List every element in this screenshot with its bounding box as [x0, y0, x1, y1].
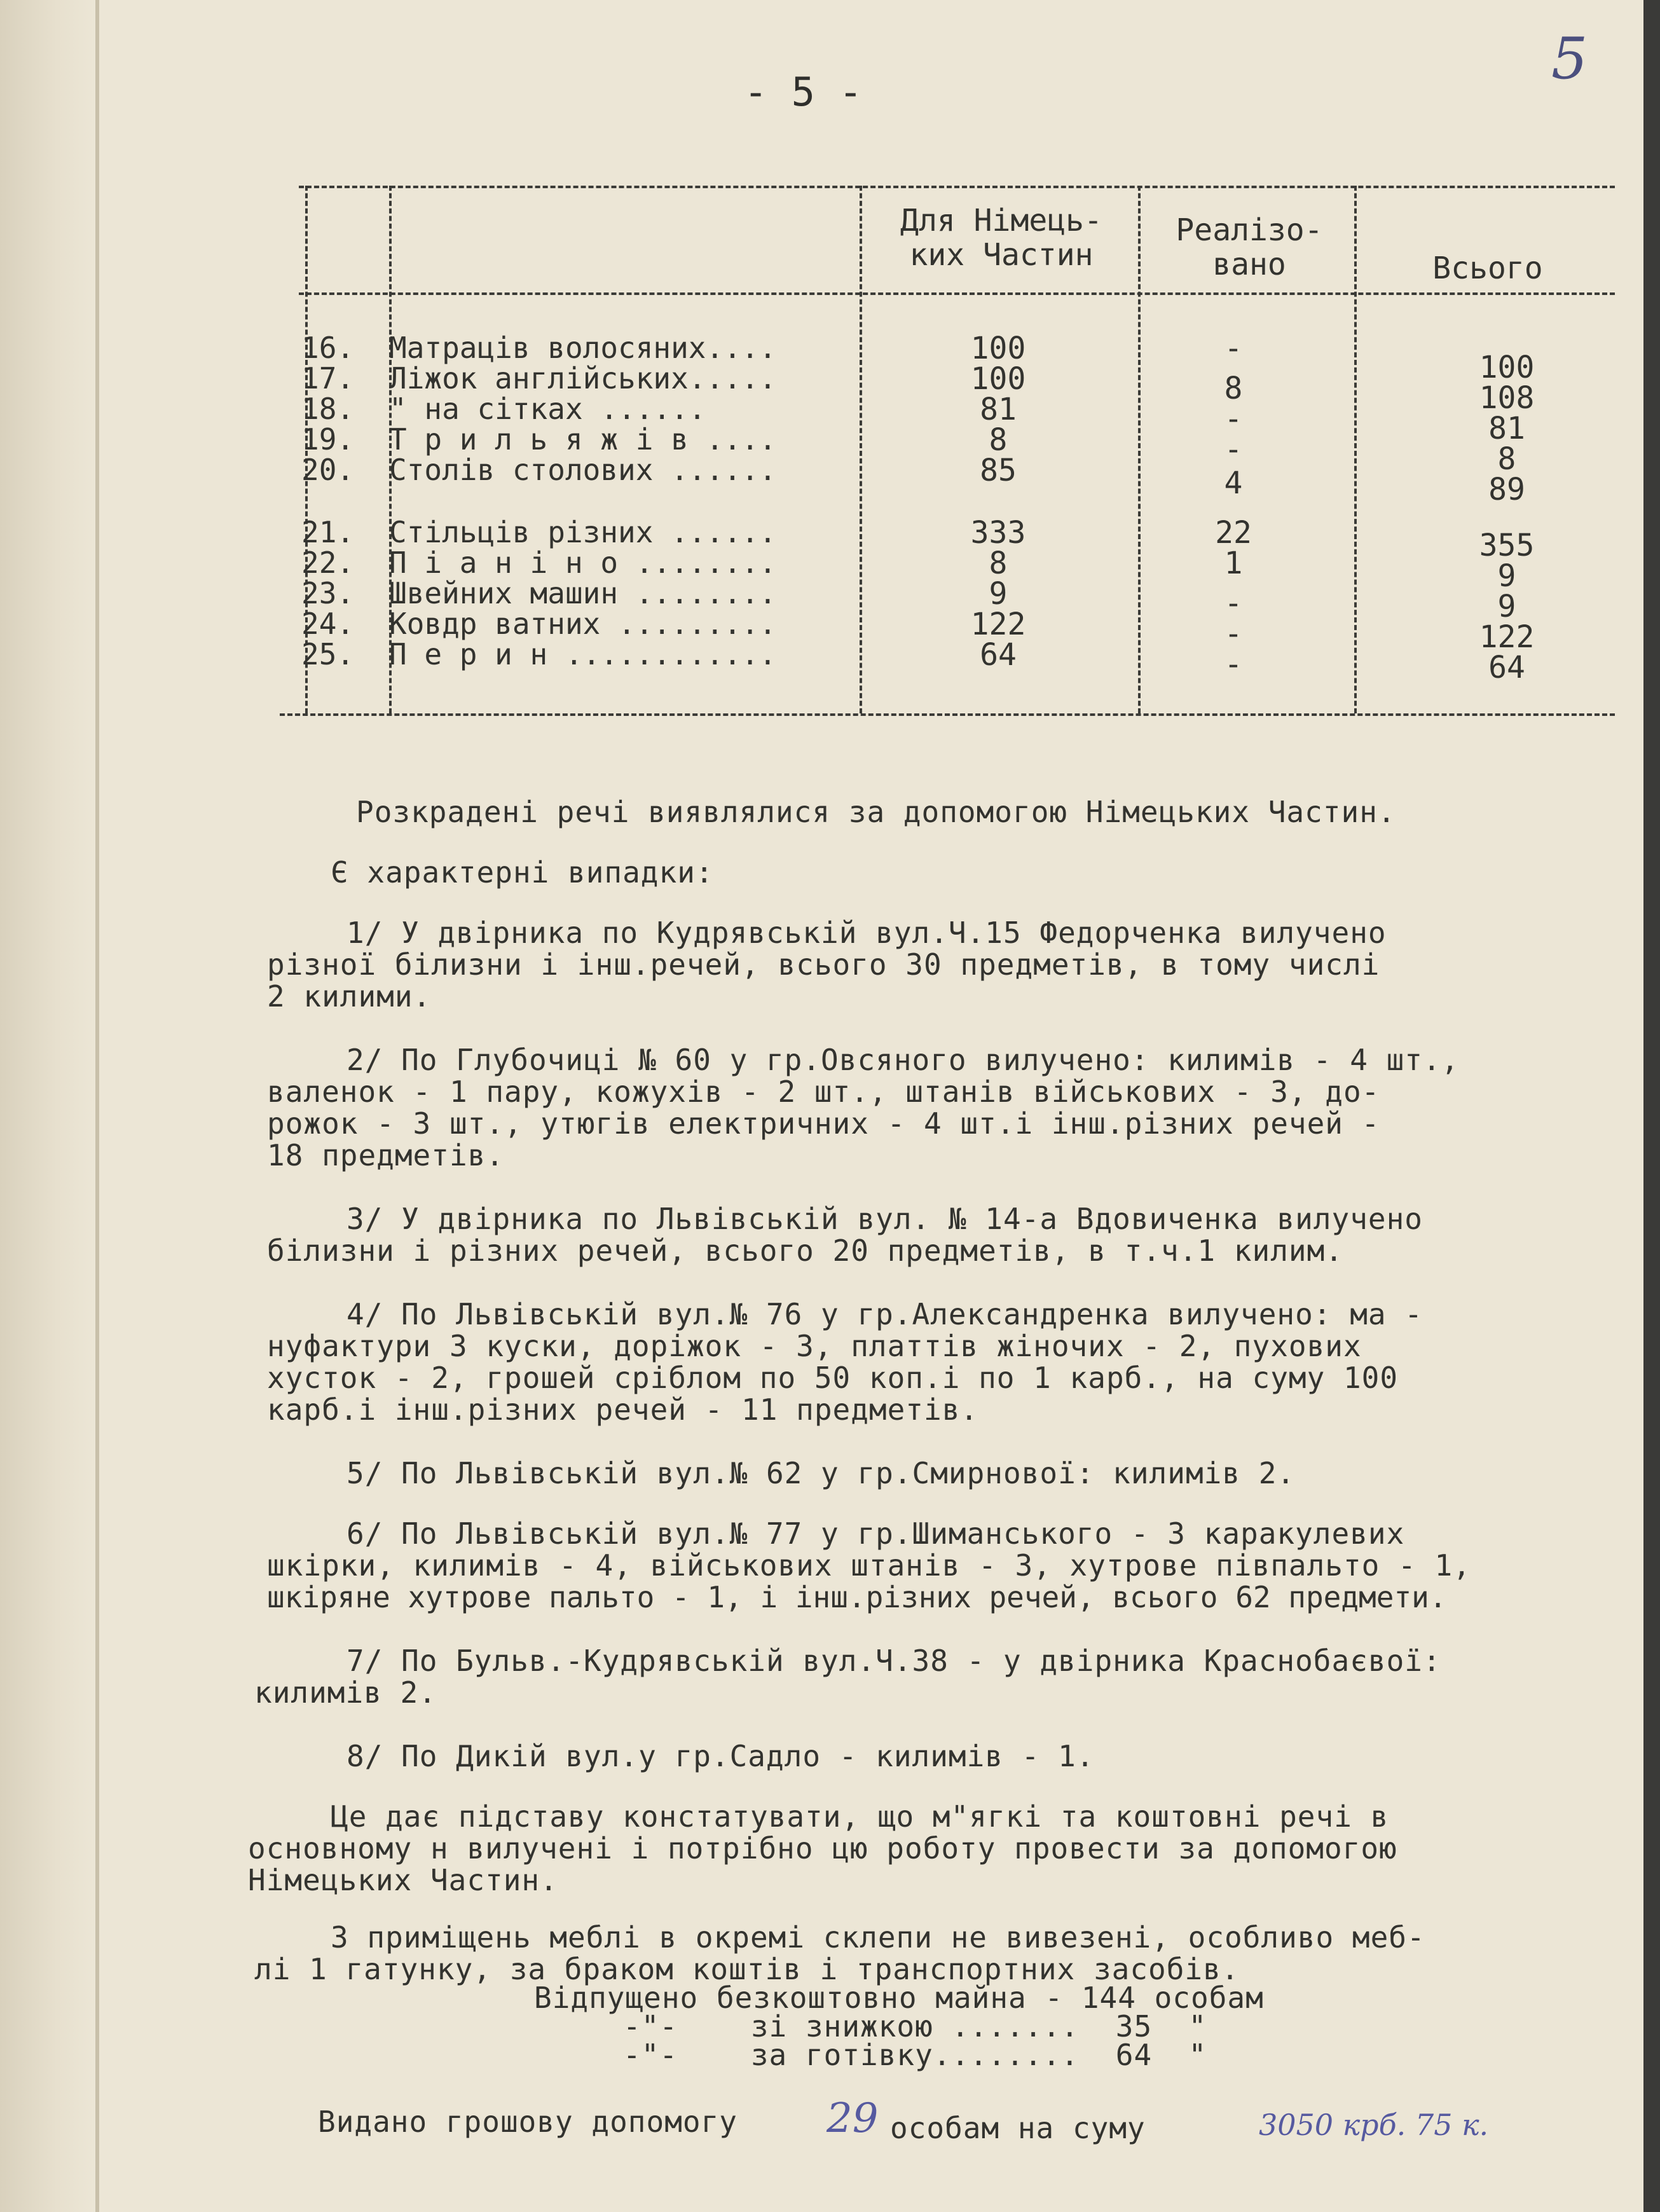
cell-sold: -: [1224, 401, 1243, 437]
header-sold-label: Реалізо- вано: [1176, 212, 1323, 282]
cell-sold: -: [1224, 432, 1243, 467]
text-line: білизни і різних речей, всього 20 предметів, в т.ч.1 килим.: [267, 1233, 1343, 1268]
cell-sold: 22: [1215, 515, 1252, 551]
cell-german-units: 8: [989, 546, 1008, 581]
text-line: -"- за готівку........ 64 ": [623, 2038, 1207, 2072]
text-line: шкіряне хутрове пальто - 1, і інш.різних речей, всього 62 предмети.: [267, 1580, 1447, 1614]
row-number: 19.: [301, 422, 355, 457]
header-total-label: Всього: [1432, 251, 1543, 286]
header-german-units-label: Для Німець- ких Частин: [900, 203, 1102, 273]
text-line: 5/ По Львівській вул.№ 62 у гр.Смирнової: килимів 2.: [346, 1456, 1296, 1490]
text-line: лі 1 гатунку, за браком коштів і транспортних засобів.: [254, 1952, 1240, 1986]
table-row: [0, 637, 1660, 685]
table-top-rule: [299, 186, 1615, 188]
text-line: -"- зі знижкою ....... 35 ": [623, 2009, 1207, 2044]
cell-german-units: 81: [980, 392, 1017, 427]
page-number: - 5 -: [744, 69, 863, 115]
text-line: Це дає підставу констатувати, що м"ягкі та коштовні речі в: [331, 1799, 1389, 1834]
cell-sold: -: [1224, 331, 1243, 366]
cell-german-units: 85: [980, 453, 1017, 488]
cell-german-units: 333: [970, 515, 1026, 551]
cell-german-units: 122: [970, 607, 1026, 642]
row-number: 16.: [301, 331, 355, 365]
handwritten-persons-count: 29: [827, 2095, 879, 2142]
row-number: 21.: [301, 515, 355, 549]
cell-german-units: 100: [970, 361, 1026, 397]
text-line: Відпущено безкоштовно майна - 144 особам: [534, 1981, 1264, 2015]
text-line: 7/ По Бульв.-Кудрявській вул.Ч.38 - у двірника Краснобаєвої:: [346, 1644, 1441, 1678]
row-item-name: Столів столових ......: [389, 453, 777, 487]
cell-sold: -: [1224, 647, 1243, 682]
row-item-name: Швейних машин ........: [389, 576, 777, 610]
row-number: 23.: [301, 576, 355, 610]
row-number: 24.: [301, 607, 355, 641]
text-line: 6/ По Львівській вул.№ 77 у гр.Шиманського - 3 каракулевих: [346, 1516, 1405, 1551]
cell-total: 9: [1497, 589, 1516, 624]
text-line: Є характерні випадки:: [331, 855, 714, 890]
row-number: 18.: [301, 392, 355, 426]
text-line: рожок - 3 шт., утюгів електричних - 4 шт.і інш.різних речей -: [267, 1106, 1380, 1141]
cell-german-units: 64: [980, 637, 1017, 673]
cell-sold: -: [1224, 616, 1243, 652]
table-bottom-rule: [280, 713, 1615, 716]
text-line: 1/ У двірника по Кудрявській вул.Ч.15 Федорченка вилучено: [346, 916, 1387, 950]
text-line: килимів 2.: [254, 1675, 437, 1710]
cell-sold: -: [1224, 586, 1243, 621]
cell-total: 100: [1479, 350, 1535, 385]
text-line: 3/ У двірника по Львівській вул. № 14-а Вдовиченка вилучено: [346, 1202, 1423, 1236]
text-line: різної білизни і інш.речей, всього 30 предметів, в тому числі: [267, 947, 1380, 982]
row-item-name: П е р и н ............: [389, 637, 777, 671]
text-line: Німецьких Частин.: [248, 1863, 558, 1897]
table-header-sold: [1144, 213, 1354, 282]
cell-total: 108: [1479, 380, 1535, 416]
text-line: основному н вилучені і потрібно цю роботу провести за допомогою: [248, 1831, 1397, 1865]
row-number: 20.: [301, 453, 355, 487]
text-line: Видано грошову допомогу: [318, 2105, 737, 2139]
cell-sold: 1: [1224, 546, 1243, 581]
cell-total: 9: [1497, 558, 1516, 594]
handwritten-sum: 3050 крб. 75 к.: [1259, 2108, 1489, 2142]
text-line: З приміщень меблі в окремі склепи не вивезені, особливо меб-: [331, 1920, 1425, 1954]
cell-total: 122: [1479, 619, 1535, 655]
cell-total: 355: [1479, 528, 1535, 563]
cell-total: 64: [1488, 650, 1525, 685]
text-line: Розкрадені речі виявлялися за допомогою Німецьких Частин.: [356, 795, 1396, 829]
text-line: 2 килими.: [267, 979, 432, 1013]
text-line: 18 предметів.: [267, 1138, 505, 1172]
text-line: хусток - 2, грошей сріблом по 50 коп.і по 1 карб., на суму 100: [267, 1361, 1399, 1395]
text-line: 4/ По Львівській вул.№ 76 у гр.Александренка вилучено: ма -: [346, 1297, 1423, 1331]
text-line: 8/ По Дикій вул.у гр.Садло - килимів - 1.: [346, 1739, 1095, 1773]
table-row: [0, 453, 1660, 507]
row-number: 25.: [301, 637, 355, 671]
cell-sold: 4: [1224, 465, 1243, 501]
text-line: карб.і інш.різних речей - 11 предметів.: [267, 1392, 979, 1427]
row-item-name: Ковдр ватних .........: [389, 607, 777, 641]
row-item-name: Ліжок англійських.....: [389, 361, 777, 395]
cell-german-units: 8: [989, 422, 1008, 458]
text-line: валенок - 1 пару, кожухів - 2 шт., штанів військових - 3, до-: [267, 1075, 1380, 1109]
cell-total: 89: [1488, 472, 1525, 507]
cell-german-units: 100: [970, 331, 1026, 366]
text-line: нуфактури 3 куски, доріжок - 3, платтів жіночих - 2, пухових: [267, 1329, 1362, 1363]
cell-total: 81: [1488, 411, 1525, 446]
table-header-total: [1361, 251, 1615, 285]
text-line: особам на суму: [890, 2111, 1146, 2145]
text-line: шкірки, килимів - 4, військових штанів - 3, хутрове півпальто - 1,: [267, 1548, 1471, 1583]
text-line: 2/ По Глубочиці № 60 у гр.Овсяного вилучено: килимів - 4 шт.,: [346, 1043, 1460, 1077]
cell-german-units: 9: [989, 576, 1008, 612]
cell-total: 8: [1497, 441, 1516, 477]
row-item-name: Т р и л ь я ж і в ....: [389, 422, 777, 457]
cell-sold: 8: [1224, 371, 1243, 406]
handwritten-page-number: 5: [1551, 25, 1588, 92]
row-item-name: " на сітках ......: [389, 392, 706, 426]
row-item-name: Матраців волосяних....: [389, 331, 777, 365]
table-header-german-units: [868, 203, 1135, 272]
row-number: 17.: [301, 361, 355, 395]
row-item-name: Стільців різних ......: [389, 515, 777, 549]
row-number: 22.: [301, 546, 355, 580]
table-header-rule: [299, 292, 1615, 295]
row-item-name: П і а н і н о ........: [389, 546, 777, 580]
